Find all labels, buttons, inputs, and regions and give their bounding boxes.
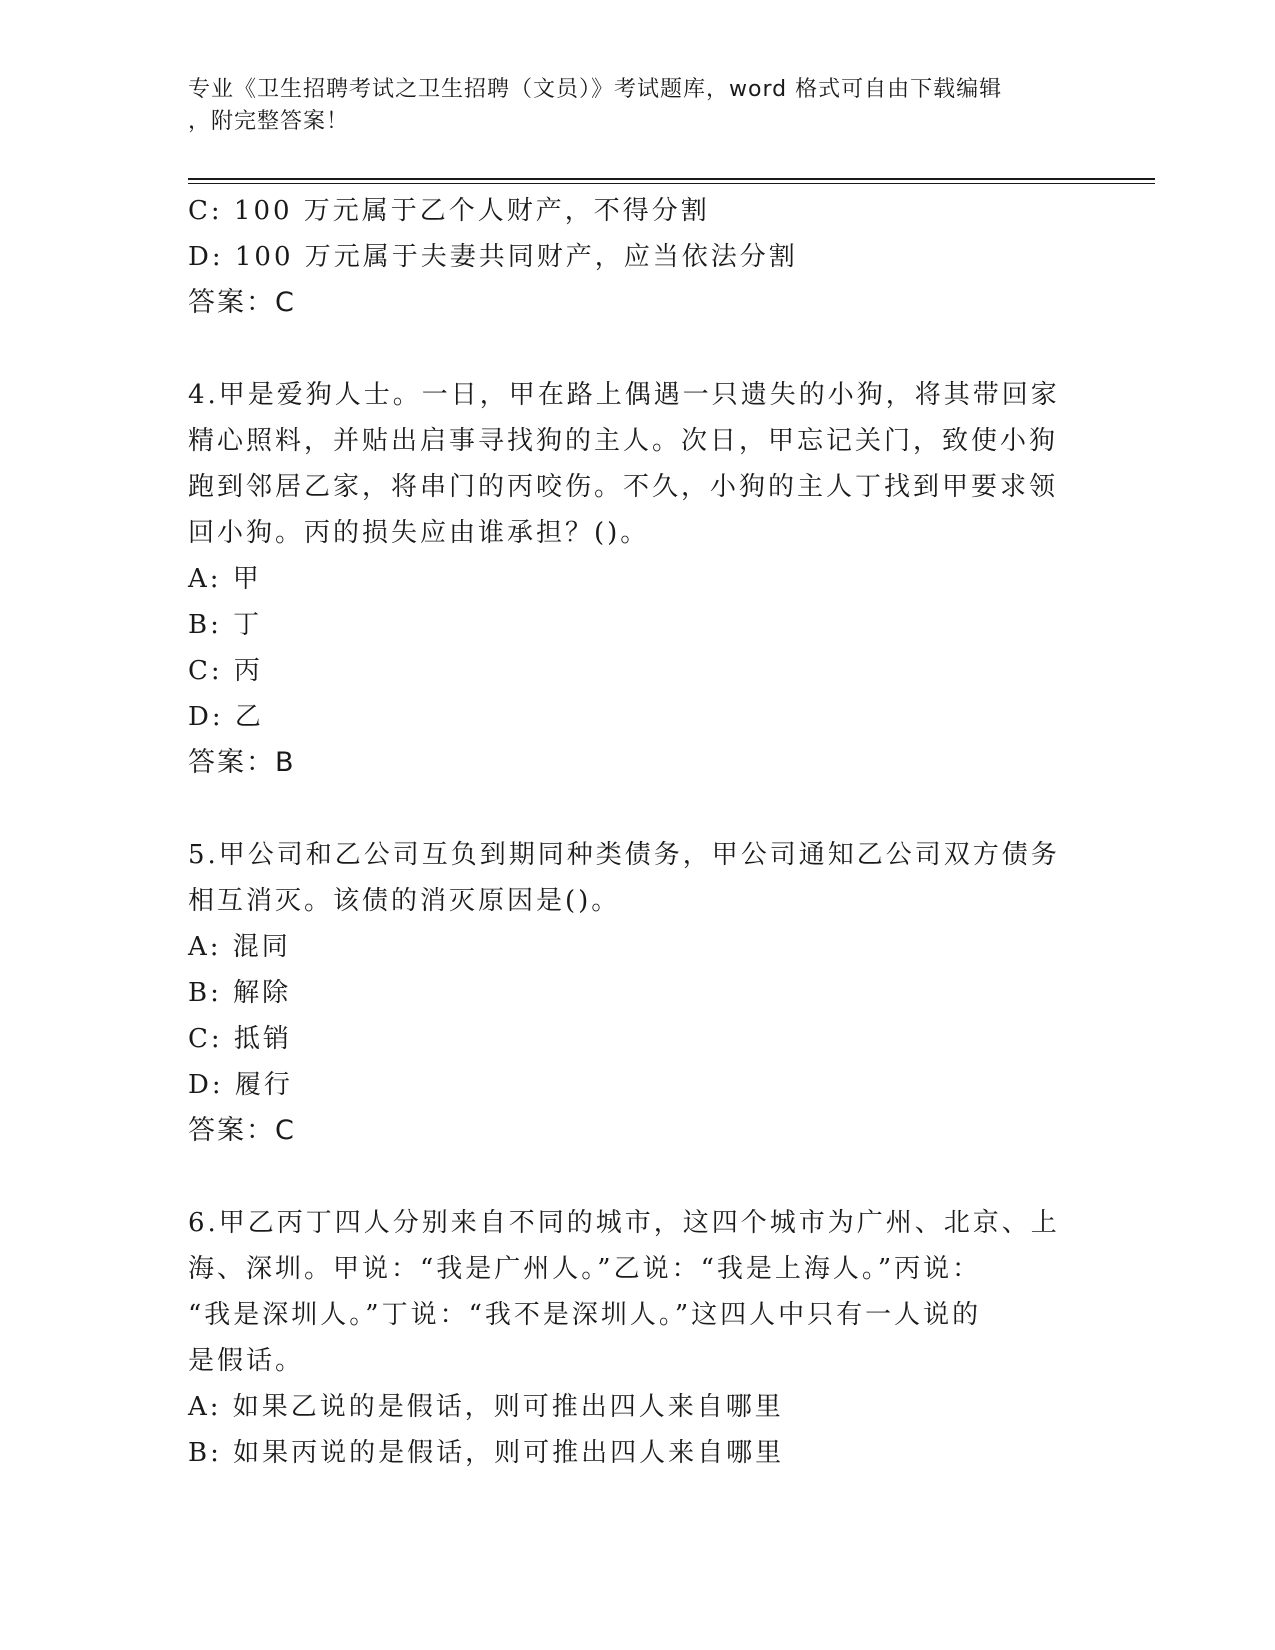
question-5 [188, 832, 1088, 1154]
option-c: C: 抵销 [188, 1024, 292, 1054]
answer-line: 答案：C [188, 287, 296, 318]
option-c: C: 丙 [188, 656, 263, 686]
question-text-line: 精心照料，并贴出启事寻找狗的主人。次日，甲忘记关门，致使小狗 [188, 426, 1059, 456]
question-spacer [188, 786, 1088, 832]
question-text-line: 回小狗。丙的损失应由谁承担？()。 [188, 518, 650, 548]
question-4 [188, 372, 1088, 786]
question-3-tail [188, 188, 1088, 326]
option-a: A: 混同 [188, 932, 291, 962]
option-c: C: 100 万元属于乙个人财产，不得分割 [188, 196, 710, 226]
header-divider-thick [188, 178, 1155, 180]
option-b: B: 丁 [188, 610, 263, 640]
option-d: D: 100 万元属于夫妻共同财产，应当依法分割 [188, 242, 798, 272]
document-header [188, 74, 1088, 138]
option-b: B: 如果丙说的是假话，则可推出四人来自哪里 [188, 1438, 785, 1468]
header-divider-thin [188, 183, 1155, 184]
option-d: D: 乙 [188, 702, 264, 732]
question-spacer [188, 1154, 1088, 1200]
header-line-2: ，附完整答案！ [188, 109, 350, 134]
option-b: B: 解除 [188, 978, 292, 1008]
option-a: A: 甲 [188, 564, 262, 594]
question-text-line: 海、深圳。甲说：“我是广州人。”乙说：“我是上海人。”丙说： [188, 1254, 982, 1284]
question-text-line: “我是深圳人。”丁说：“我不是深圳人。”这四人中只有一人说的 [188, 1300, 982, 1330]
answer-line: 答案：B [188, 747, 296, 778]
question-6 [188, 1200, 1088, 1476]
answer-line: 答案：C [188, 1115, 296, 1146]
header-line-1: 专业《卫生招聘考试之卫生招聘（文员）》考试题库，word 格式可自由下载编辑 [188, 77, 1003, 102]
question-spacer [188, 326, 1088, 372]
question-text-line: 相互消灭。该债的消灭原因是()。 [188, 886, 621, 916]
option-d: D: 履行 [188, 1070, 293, 1100]
option-a: A: 如果乙说的是假话，则可推出四人来自哪里 [188, 1392, 784, 1422]
question-text-line: 6.甲乙丙丁四人分别来自不同的城市，这四个城市为广州、北京、上 [188, 1208, 1060, 1238]
question-text-line: 是假话。 [188, 1346, 305, 1376]
question-text-line: 跑到邻居乙家，将串门的丙咬伤。不久，小狗的主人丁找到甲要求领 [188, 472, 1059, 502]
question-text-line: 5.甲公司和乙公司互负到期同种类债务，甲公司通知乙公司双方债务 [188, 840, 1060, 870]
question-content [188, 188, 1088, 1476]
question-text-line: 4.甲是爱狗人士。一日，甲在路上偶遇一只遗失的小狗，将其带回家 [188, 380, 1060, 410]
